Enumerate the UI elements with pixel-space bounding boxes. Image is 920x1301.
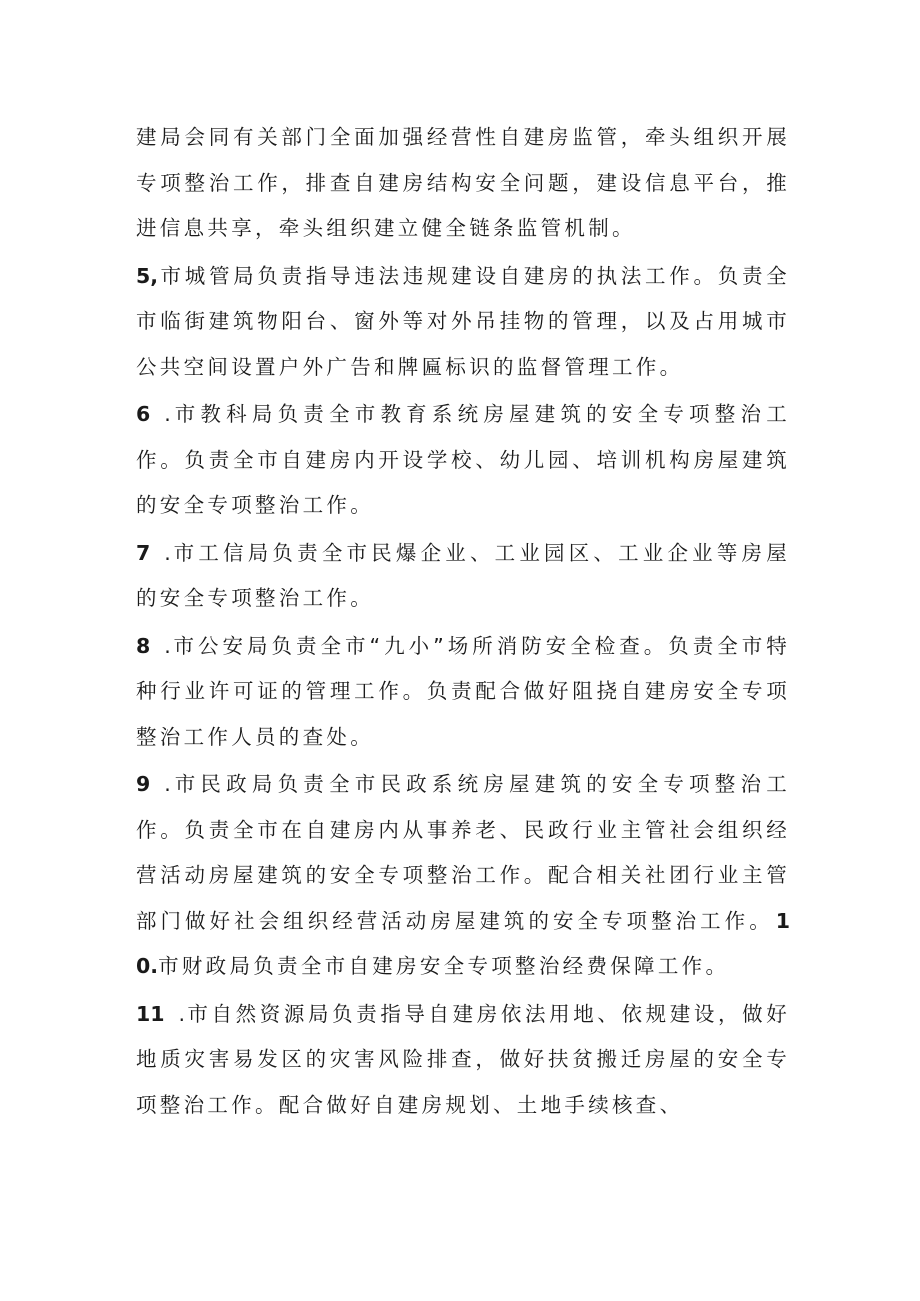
paragraph-continuation [136,115,790,252]
item-number: 6 [136,402,151,426]
item-dot: . [164,633,171,658]
paragraph-item-6 [136,392,790,529]
paragraph-item-8 [136,624,790,761]
inline-item-number-10: 10. [136,908,790,978]
paragraph-text: 市工信局负责全市民爆企业、工业园区、工业企业等房屋的安全专项整治工作。 [136,540,790,610]
item-number: 7 [136,540,151,565]
item-dot: . [164,540,171,565]
item-number: 5, [136,263,159,288]
paragraph-text: 市自然资源局负责指导自建房依法用地、依规建设，做好地质灾害易发区的灾害风险排查，做好扶贫搬迁房屋的安全专项整治工作。配合做好自建房规划、土地手续核查、 [136,1001,790,1117]
paragraph-item-5 [136,254,790,391]
paragraph-text: 市城管局负责指导违法违规建设自建房的执法工作。负责全市临街建筑物阳台、窗外等对外吊挂物的管理，以及占用城市公共空间设置户外广告和牌匾标识的监督管理工作。 [136,263,790,379]
item-number: 9 [136,772,151,796]
item-dot: . [164,772,171,796]
paragraph-item-11 [136,992,790,1129]
paragraph-item-7 [136,531,790,622]
item-number: 8 [136,633,151,658]
paragraph-text: 市民政局负责全市民政系统房屋建筑的安全专项整治工作。负责全市在自建房内从事养老、民政行业主管社会组织经营活动房屋建筑的安全专项整治工作。配合相关社团行业主管部门做好社会组织经营活动房屋建筑的安全专项整治工作。 [136,772,790,933]
item-dot: . [164,402,171,426]
item-dot: . [178,1001,186,1026]
paragraph-item-9 [136,762,790,990]
item-number: 11 [136,1001,165,1026]
document-body [136,115,790,1130]
paragraph-text: 建局会同有关部门全面加强经营性自建房监管，牵头组织开展专项整治工作，排查自建房结构安全问题，建设信息平台，推进信息共享，牵头组织建立健全链条监管机制。 [136,125,790,240]
paragraph-text: 市教科局负责全市教育系统房屋建筑的安全专项整治工作。负责全市自建房内开设学校、幼儿园、培训机构房屋建筑的安全专项整治工作。 [136,402,790,517]
inline-paragraph-text: 市财政局负责全市自建房安全专项整治经费保障工作。 [158,954,730,978]
paragraph-text: 市公安局负责全市“九小”场所消防安全检查。负责全市特种行业许可证的管理工作。负责配合做好阻挠自建房安全专项整治工作人员的查处。 [136,633,790,749]
